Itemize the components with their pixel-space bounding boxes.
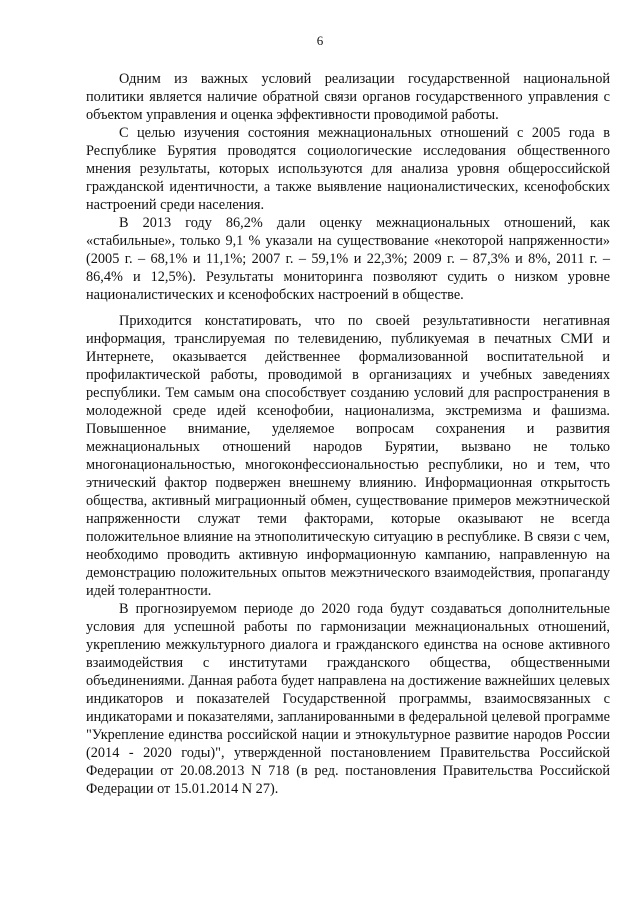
paragraph-survey-results-2013: В 2013 году 86,2% дали оценку межнациональных отношений, как «стабильные», только 9,1 % указали на существование «некоторой напряженности» (2005 г. – 68,1% и 11,1%; 2007 г. – 59,1% и 22,3%; 2009 г. – 87,3% и 8%, 2011 г. – 86,4% и 12,5%). Результаты мониторинга позволяют судить о низком уровне националистических и ксенофобских настроений в обществе. bbox=[86, 215, 610, 303]
page-number: 6 bbox=[316, 33, 324, 48]
paragraph-negative-information: Приходится констатировать, что по своей результативности негативная информация, транслируемая по телевидению, публикуемая в печатных СМИ и Интернете, оказывается действеннее формализованной воспитательной и профилактической работы, проводимой в организациях и учебных заведениях республики. Тем самым она способствует созданию условий для распространения в молодежной среде идей ксенофобии, национализма, экстремизма и фашизма. Повышенное внимание, уделяемое вопросам сохранения и развития межнациональных отношений народов Бурятии, вызвано не только многонациональностью, многоконфессиональностью республики, но и тем, что этнический фактор подвержен внешнему влиянию. Информационная открытость общества, активный миграционный обмен, существование примеров межэтнической напряженности служат теми факторами, которые оказывают не всегда положительное влияние на этнополитическую ситуацию в республике. В связи с чем, необходимо проводить активную информационную кампанию, направленную на демонстрацию положительных опытов межэтнического взаимодействия, пропаганду идей толерантности. bbox=[86, 313, 610, 599]
paragraph-gap bbox=[86, 304, 610, 312]
paragraph-forecast-2020: В прогнозируемом периоде до 2020 года будут создаваться дополнительные условия для успешной работы по гармонизации межнациональных отношений, укреплению межкультурного диалога и гражданского единства на основе активного взаимодействия с институтами гражданского общества, общественными объединениями. Данная работа будет направлена на достижение важнейших целевых индикаторов и показателей Государственной программы, взаимосвязанных с индикаторами и показателями, запланированными в федеральной целевой программе "Укрепление единства российской нации и этнокультурное развитие народов России (2014 - 2020 годы)", утвержденной постановлением Правительства Российской Федерации от 20.08.2013 N 718 (в ред. постановления Правительства Российской Федерации от 15.01.2014 N 27). bbox=[86, 601, 610, 797]
paragraph-feedback-importance: Одним из важных условий реализации государственной национальной политики является наличие обратной связи органов государственного управления с объектом управления и оценка эффективности проводимой работы. bbox=[86, 71, 610, 123]
paragraph-sociological-research: С целью изучения состояния межнациональных отношений с 2005 года в Республике Бурятия проводятся социологические исследования общественного мнения результаты, которых используются для анализа уровня общероссийской гражданской идентичности, а также выявление националистических, ксенофобских настроений среди населения. bbox=[86, 125, 610, 213]
document-body bbox=[86, 70, 610, 798]
